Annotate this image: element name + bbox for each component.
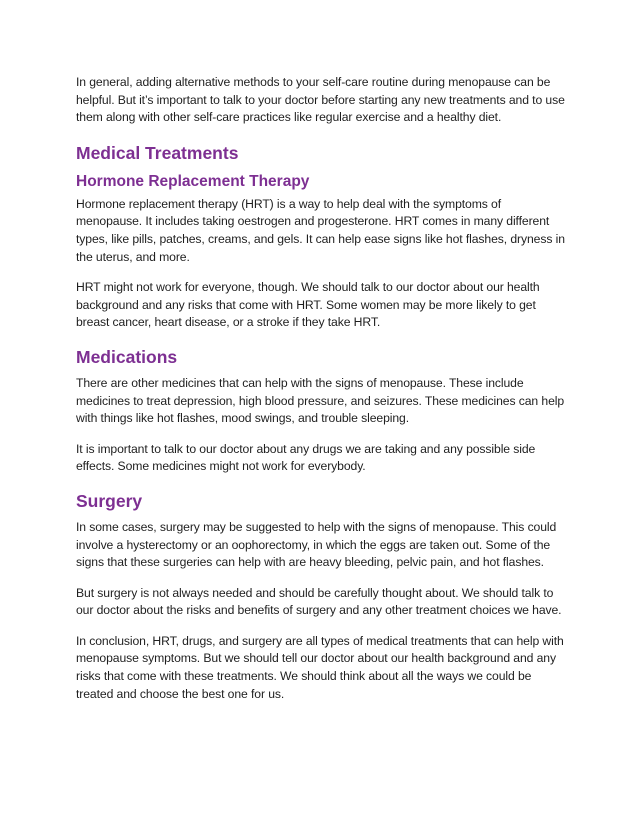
medical-treatments-heading: Medical Treatments [76, 142, 239, 163]
medications-paragraph-2: It is important to talk to our doctor about any drugs we are taking and any possible side effects. Some medicines might not work for everybody. [76, 441, 536, 474]
hrt-paragraph-2: HRT might not work for everyone, though. We should talk to our doctor about our health background and any risks that come with HRT. Some women may be more likely to get breast cancer, heart disease, or a stroke if they take HRT. [76, 280, 540, 330]
surgery-heading: Surgery [76, 490, 143, 511]
hrt-paragraph-1: Hormone replacement therapy (HRT) is a way to help deal with the symptoms of menopause. It includes taking oestrogen and progesterone. HRT comes in many different types, like pills, patches, creams, and gels. It can help ease signs like hot flashes, dryness in the uterus, and more. [76, 196, 565, 264]
surgery-paragraph-2: But surgery is not always needed and should be carefully thought about. We should talk to our doctor about the risks and benefits of surgery and any other treatment choices we have. [76, 585, 562, 618]
medications-heading: Medications [76, 346, 178, 367]
medications-paragraph-1: There are other medicines that can help with the signs of menopause. These include medicines to treat depression, high blood pressure, and seizures. These medicines can help with things like hot flashes, mood swings, and trouble sleeping. [76, 375, 565, 426]
intro-paragraph: In general, adding alternative methods to your self-care routine during menopause can be helpful. But it’s important to talk to your doctor before starting any new treatments and to use them along with other self-care practices like regular exercise and a healthy diet. [76, 75, 565, 125]
surgery-paragraph-1: In some cases, surgery may be suggested to help with the signs of menopause. This could involve a hysterectomy or an oophorectomy, in which the eggs are taken out. Some of the signs that these surgeries can help with are heavy bleeding, pelvic pain, and hot flashes. [76, 519, 557, 570]
conclusion-paragraph: In conclusion, HRT, drugs, and surgery are all types of medical treatments that can help with menopause symptoms. But we should tell our doctor about our health background and any risks that come with these treatments. We should think about all the ways we could be treated and choose the best one for us. [76, 633, 564, 701]
hrt-heading: Hormone Replacement Therapy [76, 172, 310, 190]
document-page [76, 74, 568, 716]
